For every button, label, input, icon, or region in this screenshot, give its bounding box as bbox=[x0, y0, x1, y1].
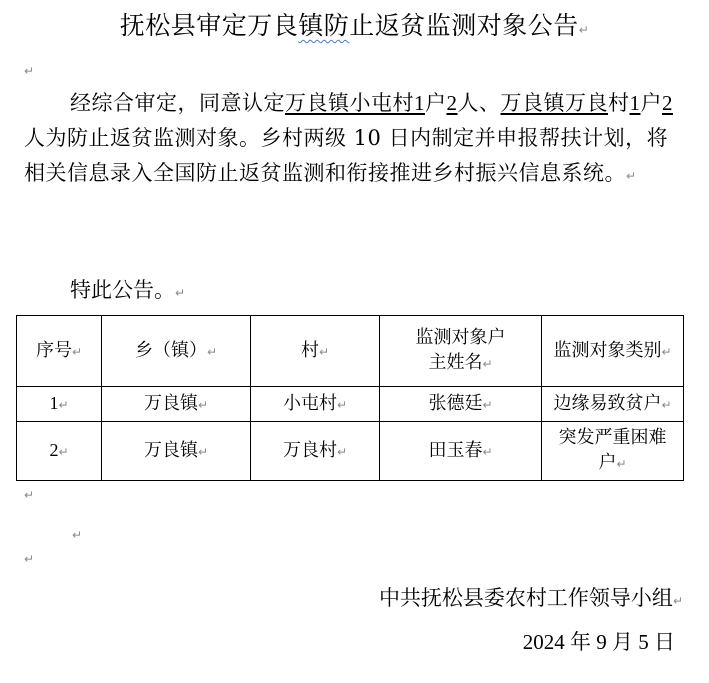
announcement-paragraph: 经综合审定，同意认定万良镇小屯村1户2人、万良镇万良村1户2人为防止返贫监测对象。乡村两级 10 日内制定并申报帮扶计划，将相关信息录入全国防止返贫监测和衔接推进乡村振兴信息系统。↵ bbox=[24, 91, 673, 185]
monitoring-table bbox=[16, 315, 684, 481]
header-cell: 乡（镇）↵ bbox=[102, 316, 251, 387]
table-row bbox=[17, 387, 684, 422]
table-cell: 边缘易致贫户↵ bbox=[542, 387, 684, 422]
table-cell: 张德廷↵ bbox=[380, 387, 542, 422]
paragraph-mark-icon: ↵ bbox=[578, 23, 590, 37]
table-cell: 突发严重困难户↵ bbox=[542, 422, 684, 481]
page-title: 抚松县审定万良镇防止返贫监测对象公告↵ bbox=[119, 11, 590, 40]
header-cell: 监测对象户主姓名↵ bbox=[380, 316, 542, 387]
notice-text: 特此公告。↵ bbox=[70, 278, 186, 302]
table-cell: 万良村↵ bbox=[251, 422, 380, 481]
table-row bbox=[17, 422, 684, 481]
signature: 中共抚松县委农村工作领导小组↵ bbox=[378, 586, 683, 610]
table-cell: 田玉春↵ bbox=[380, 422, 542, 481]
paragraph-mark-icon: ↵ bbox=[24, 64, 35, 78]
table-header-row bbox=[17, 316, 684, 387]
paragraph-mark-icon: ↵ bbox=[72, 528, 83, 542]
paragraph-mark-icon: ↵ bbox=[175, 286, 186, 300]
table-cell: 小屯村↵ bbox=[251, 387, 380, 422]
header-cell: 监测对象类别↵ bbox=[542, 316, 684, 387]
header-cell: 村↵ bbox=[251, 316, 380, 387]
table-cell: 1↵ bbox=[17, 387, 102, 422]
table-cell: 2↵ bbox=[17, 422, 102, 481]
table-cell: 万良镇↵ bbox=[102, 422, 251, 481]
paragraph-mark-icon: ↵ bbox=[24, 488, 35, 502]
header-cell: 序号↵ bbox=[17, 316, 102, 387]
paragraph-mark-icon: ↵ bbox=[24, 552, 35, 566]
table-cell: 万良镇↵ bbox=[102, 387, 251, 422]
paragraph-mark-icon: ↵ bbox=[626, 169, 637, 183]
spellcheck-underline: 镇防 bbox=[298, 11, 350, 40]
date: 2024 年 9 月 5 日 bbox=[522, 630, 675, 654]
